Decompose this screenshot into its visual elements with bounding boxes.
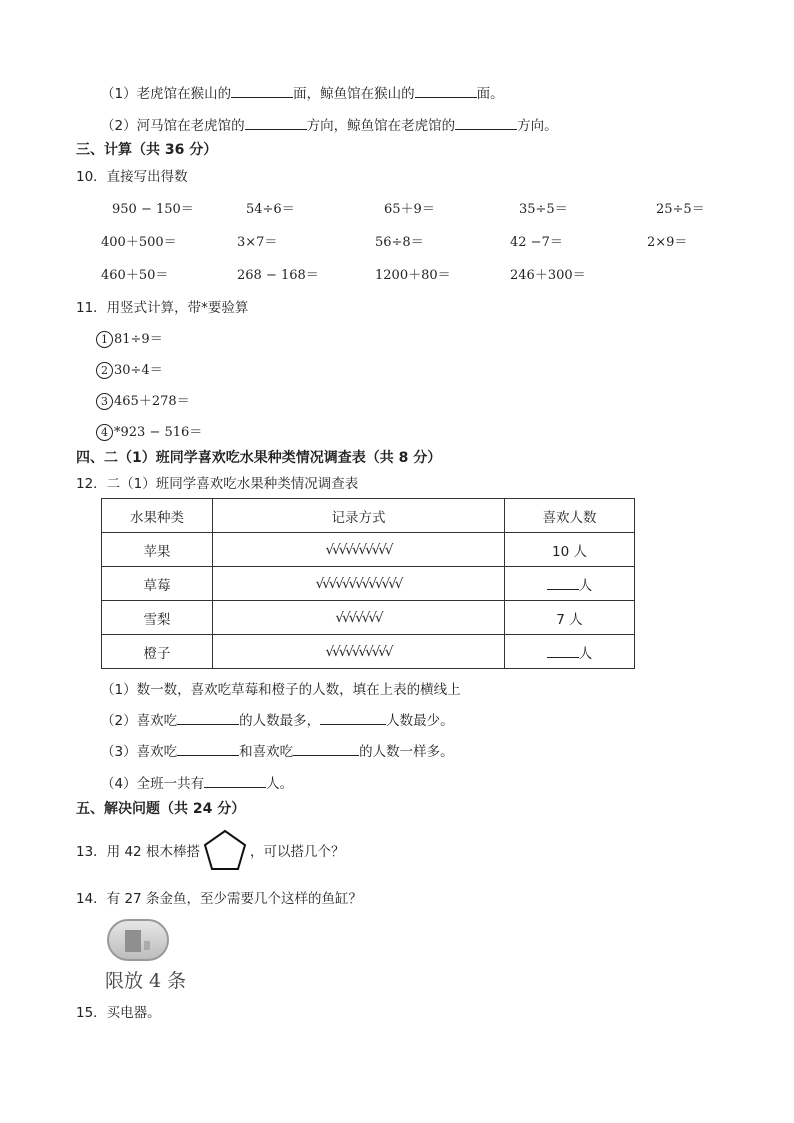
column-header: 喜欢人数 (505, 499, 635, 533)
vertical-calc-item: 2 30÷4＝ (96, 359, 163, 379)
tally-cell: √√√√√√√√√√ (213, 635, 505, 669)
vertical-calc-item: 4 *923 − 516＝ (96, 421, 202, 441)
tally-cell: √√√√√√√√√√√√√ (213, 567, 505, 601)
column-header: 水果种类 (102, 499, 213, 533)
decoration-icon (144, 941, 150, 950)
answer-blank[interactable] (415, 83, 477, 98)
answer-blank[interactable] (231, 83, 293, 98)
circled-number: 2 (96, 362, 113, 379)
fruit-cell: 橙子 (102, 635, 213, 669)
answer-blank[interactable] (204, 773, 266, 788)
q9-sub2: （2）河马馆在老虎馆的 方向，鲸鱼馆在老虎馆的 方向。 (101, 114, 558, 134)
section3-title: 三、计算（共 36 分） (76, 142, 218, 158)
calc-item: 25÷5＝ (656, 202, 705, 217)
castle-icon (125, 930, 141, 952)
table-row (102, 601, 635, 635)
tally-cell: √√√√√√√√√√ (213, 533, 505, 567)
count-cell: 10 人 (505, 533, 635, 567)
column-header: 记录方式 (213, 499, 505, 533)
calc-item: 56÷8＝ (375, 235, 424, 250)
q12-sub2: （2）喜欢吃 的人数最多， 人数最少。 (101, 709, 454, 729)
calc-item: 54÷6＝ (246, 202, 295, 217)
calc-item: 1200＋80＝ (375, 268, 451, 283)
fish-tank-icon (107, 919, 169, 961)
calc-item: 65＋9＝ (384, 202, 435, 217)
section4-title: 四、二（1）班同学喜欢吃水果种类情况调查表（共 8 分） (76, 450, 442, 466)
fruit-cell: 苹果 (102, 533, 213, 567)
count-cell: 人 (505, 635, 635, 669)
count-cell: 人 (505, 567, 635, 601)
q9-sub1: （1）老虎馆在猴山的 面，鲸鱼馆在猴山的 面。 (101, 82, 504, 102)
calc-item: 950 − 150＝ (112, 202, 194, 217)
table-row (102, 533, 635, 567)
q12-sub1: （1）数一数，喜欢吃草莓和橙子的人数，填在上表的横线上 (101, 682, 461, 698)
calc-item: 246＋300＝ (510, 268, 586, 283)
answer-blank[interactable] (245, 115, 307, 130)
calc-item: 400＋500＝ (101, 235, 177, 250)
circled-number: 1 (96, 331, 113, 348)
calc-item: 460＋50＝ (101, 268, 169, 283)
pentagon-icon (202, 828, 248, 872)
fruit-cell: 雪梨 (102, 601, 213, 635)
answer-blank[interactable] (455, 115, 517, 130)
fruit-cell: 草莓 (102, 567, 213, 601)
q11-label: 11．用竖式计算，带*要验算 (76, 300, 249, 316)
q14-label: 14．有 27 条金鱼，至少需要几个这样的鱼缸？ (76, 891, 362, 907)
answer-blank[interactable] (293, 741, 359, 756)
table-row (102, 635, 635, 669)
q13-text: 13．用 42 根木棒搭 ，可以搭几个？ (76, 840, 344, 860)
q15-label: 15．买电器。 (76, 1005, 161, 1021)
tank-limit-caption: 限放 4 条 (105, 970, 187, 992)
calc-item: 42 −7＝ (510, 235, 563, 250)
table-row (102, 567, 635, 601)
table-header-row (102, 499, 635, 533)
count-cell: 7 人 (505, 601, 635, 635)
circled-number: 3 (96, 393, 113, 410)
answer-blank[interactable] (320, 710, 386, 725)
q12-label: 12．二（1）班同学喜欢吃水果种类情况调查表 (76, 476, 359, 492)
fruit-survey-table (101, 498, 635, 669)
vertical-calc-item: 1 81÷9＝ (96, 328, 163, 348)
tally-cell: √√√√√√√ (213, 601, 505, 635)
answer-blank[interactable] (547, 575, 579, 590)
q12-sub4: （4）全班一共有 人。 (101, 772, 293, 792)
calc-item: 2×9＝ (647, 235, 688, 250)
calc-item: 35÷5＝ (519, 202, 568, 217)
calc-item: 3×7＝ (237, 235, 278, 250)
vertical-calc-item: 3 465＋278＝ (96, 390, 190, 410)
q12-sub3: （3）喜欢吃 和喜欢吃 的人数一样多。 (101, 740, 454, 760)
calc-item: 268 − 168＝ (237, 268, 319, 283)
circled-number: 4 (96, 424, 113, 441)
answer-blank[interactable] (177, 710, 239, 725)
section5-title: 五、解决问题（共 24 分） (76, 801, 246, 817)
q10-label: 10．直接写出得数 (76, 169, 188, 185)
answer-blank[interactable] (177, 741, 239, 756)
answer-blank[interactable] (547, 643, 579, 658)
